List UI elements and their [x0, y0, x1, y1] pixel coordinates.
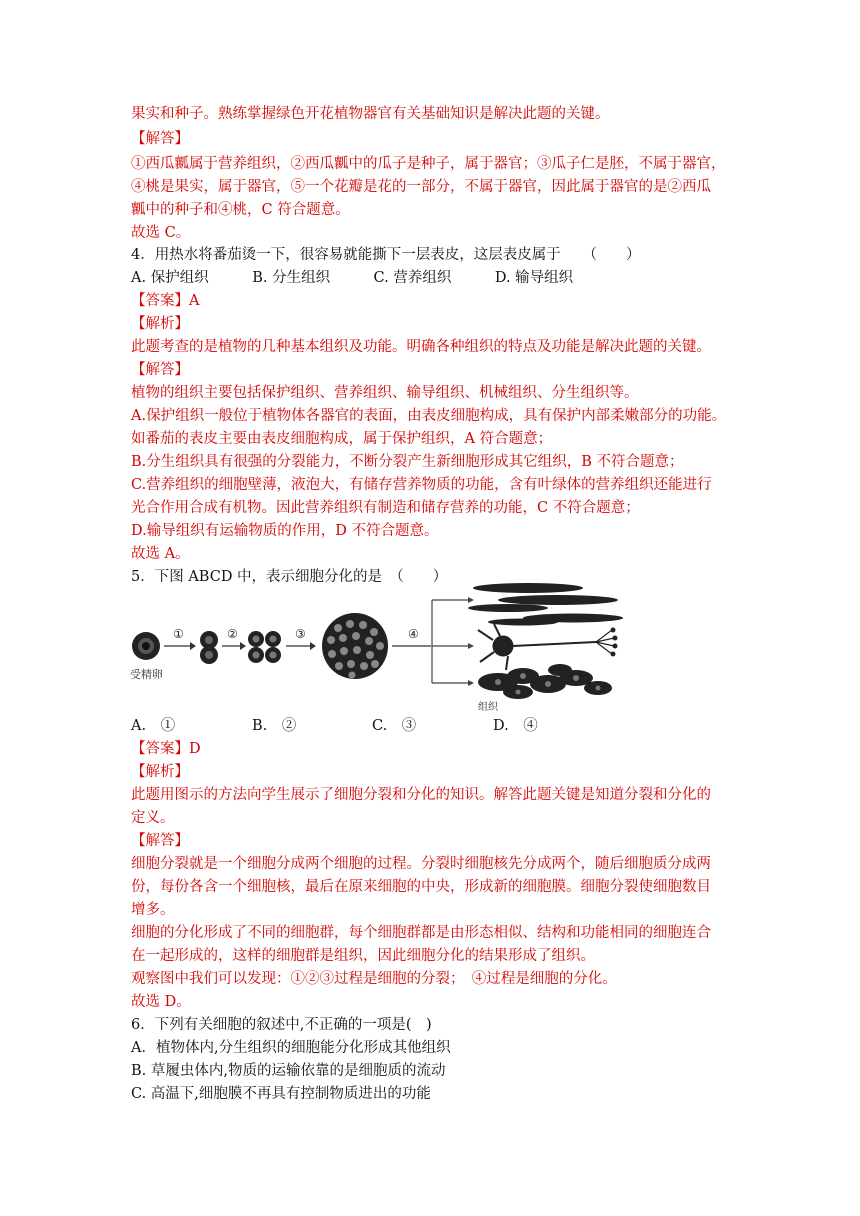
q6-option-c: C. 高温下,细胞膜不再具有控制物质进出的功能 — [131, 1086, 431, 1102]
arrow-2 — [222, 642, 246, 650]
fertilized-egg-icon — [132, 632, 160, 660]
arrow-3 — [286, 642, 316, 650]
epithelial-tissue-icon — [478, 664, 612, 699]
text-line: B.分生组织具有很强的分裂能力，不断分裂产生新细胞形成其它组织，B 不符合题意； — [131, 454, 684, 470]
text-line: 光合作用合成有机物。因此营养组织有制造和储存营养的功能，C 不符合题意； — [131, 500, 640, 516]
text-line: C.营养组织的细胞壁薄，液泡大，有储存营养物质的功能，含有叶绿体的营养组织还能进行 — [131, 477, 712, 493]
text-line: 故选 A。 — [131, 546, 190, 562]
tissue-label: 组织 — [478, 702, 498, 713]
cell-mass-icon — [322, 613, 388, 679]
branch-arrows — [432, 600, 468, 683]
q5-option-c: C. ③ — [372, 718, 417, 734]
text-line: 故选 D。 — [131, 994, 191, 1010]
text-line: 在一起形成的，这样的细胞群是组织，因此细胞分化的结果形成了组织。 — [131, 948, 595, 964]
text-line: 此题考查的是植物的几种基本组织及功能。明确各种组织的特点及功能是解决此题的关键。 — [131, 339, 711, 355]
question-6: 6．下列有关细胞的叙述中,不正确的一项是( ) — [131, 1017, 432, 1033]
text-line: 瓤中的种子和④桃，C 符合题意。 — [131, 202, 350, 218]
step-label-1: ① — [173, 627, 184, 641]
step-label-2: ② — [227, 627, 238, 641]
text-line: ①西瓜瓤属于营养组织，②西瓜瓤中的瓜子是种子，属于器官；③瓜子仁是胚，不属于器官， — [131, 156, 726, 172]
text-line: ④桃是果实，属于器官，⑤一个花瓣是花的一部分，不属于器官，因此属于器官的是②西瓜 — [131, 179, 711, 195]
solution-label: 【解答】 — [131, 362, 189, 378]
q6-option-a: A．植物体内,分生组织的细胞能分化形成其他组织 — [131, 1040, 451, 1056]
text-line: 果实和种子。熟练掌握绿色开花植物器官有关基础知识是解决此题的关键。 — [131, 106, 610, 122]
text-line: 细胞分裂就是一个细胞分成两个细胞的过程。分裂时细胞核先分成两个，随后细胞质分成两 — [131, 856, 711, 872]
step-label-3: ③ — [295, 627, 306, 641]
answer-label: 【答案】A — [131, 293, 200, 309]
text-line: 如番茄的表皮主要由表皮细胞构成，属于保护组织，A 符合题意； — [131, 431, 553, 447]
muscle-tissue-icon — [468, 583, 623, 626]
four-cells-icon — [248, 631, 281, 663]
egg-label: 受精卵 — [130, 668, 163, 681]
text-line: 细胞的分化形成了不同的细胞群，每个细胞群都是由形态相似、结构和功能相同的细胞连合 — [131, 925, 711, 941]
text-line: 份，每份各含一个细胞核，最后在原来细胞的中央，形成新的细胞膜。细胞分裂使细胞数目 — [131, 879, 711, 895]
q5-option-d: D. ④ — [493, 718, 538, 734]
arrow-1 — [164, 642, 196, 650]
two-cells-icon — [200, 631, 218, 664]
solution-label: 【解答】 — [131, 833, 189, 849]
question-4: 4．用热水将番茄烫一下，很容易就能撕下一层表皮，这层表皮属于 （ ） — [131, 247, 641, 263]
text-line: 观察图中我们可以发现：①②③过程是细胞的分裂； ④过程是细胞的分化。 — [131, 971, 617, 987]
text-line: 植物的组织主要包括保护组织、营养组织、输导组织、机械组织、分生组织等。 — [131, 385, 639, 401]
question-5: 5．下图 ABCD 中，表示细胞分化的是 （ ） — [131, 569, 448, 585]
text-line: 【解答】 — [131, 131, 189, 147]
answer-label: 【答案】D — [131, 741, 201, 757]
text-line: A.保护组织一般位于植物体各器官的表面，由表皮细胞构成，具有保护内部柔嫩部分的功能。 — [131, 408, 727, 424]
text-line: 此题用图示的方法向学生展示了细胞分裂和分化的知识。解答此题关键是知道分裂和分化的 — [131, 787, 711, 803]
text-line: 增多。 — [131, 902, 175, 918]
step-label-4: ④ — [408, 627, 419, 641]
text-line: 故选 C。 — [131, 225, 191, 241]
branch-arrowheads — [468, 597, 474, 686]
q5-option-b: B. ② — [252, 718, 297, 734]
cell-diagram — [128, 578, 628, 718]
text-line: 定义。 — [131, 810, 175, 826]
q6-option-b: B. 草履虫体内,物质的运输依靠的是细胞质的流动 — [131, 1063, 446, 1079]
q4-options: A. 保护组织 B. 分生组织 C. 营养组织 D. 输导组织 — [131, 270, 574, 286]
text-line: D.输导组织有运输物质的作用，D 不符合题意。 — [131, 523, 439, 539]
analysis-label: 【解析】 — [131, 316, 189, 332]
neuron-icon — [478, 624, 617, 670]
q5-option-a: A. ① — [131, 718, 176, 734]
analysis-label: 【解析】 — [131, 764, 189, 780]
